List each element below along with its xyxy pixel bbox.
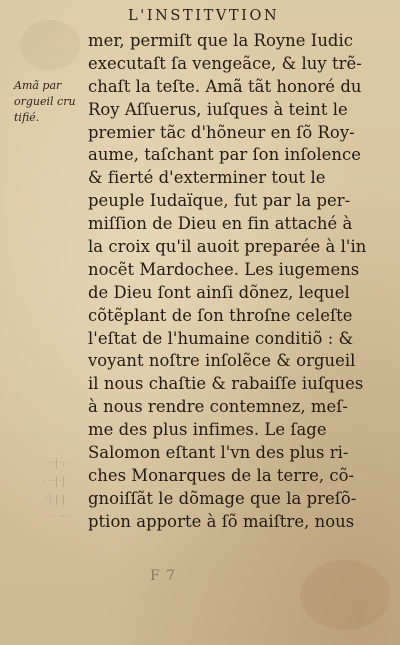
marginal-note-line: tifié. [14, 111, 40, 124]
paper-stain [20, 20, 80, 70]
marginal-note [14, 78, 84, 126]
show-through-line: ·|·|·|· [45, 494, 68, 505]
signature-mark: F 7 [150, 568, 177, 584]
text-line: Salomon eſtant l'vn des plus ri- [88, 443, 349, 463]
paper-stain [300, 560, 390, 630]
text-line: miſſion de Dieu en fin attaché à [88, 214, 353, 234]
text-line: ption apporte à ſõ maiſtre, nous [88, 511, 355, 531]
marginal-note-line: Amã par [14, 79, 62, 92]
show-through-line: ··· · [52, 512, 68, 523]
text-line: de Dieu ſont ainſi dõnez, lequel [88, 282, 350, 302]
text-line: il nous chaſtie & rabaiſſe iuſques [88, 374, 364, 394]
text-line: cõtẽplant de ſon throſne celeſte [88, 305, 353, 325]
text-line: l'eſtat de l'humaine conditiõ : & [88, 328, 354, 348]
text-line: aume, taſchant par ſon inſolence [88, 145, 361, 165]
text-line: chaſt la teſte. Amã tãt honoré du [88, 76, 362, 96]
show-through-marks [8, 455, 68, 527]
text-line: mer, permiſt que la Royne Iudic [88, 31, 353, 50]
text-line: nocẽt Mardochee. Les iugemens [88, 259, 360, 279]
text-line: executaſt ſa vengeãce, & luy trẽ- [88, 53, 362, 73]
marginal-note-line: orgueil cru [14, 95, 76, 108]
show-through-line: ·|·|·· · [42, 476, 68, 487]
text-line: ches Monarques de la terre, cõ- [88, 465, 355, 485]
text-line: voyant noſtre inſolẽce & orgueil [88, 351, 356, 371]
text-line: me des plus infimes. Le ſage [88, 420, 327, 440]
text-line: gnoiſſãt le dõmage que la preſõ- [88, 488, 357, 508]
running-header: L'INSTITVTION [128, 8, 280, 24]
text-line: à nous rendre contemnez, meſ- [88, 397, 348, 417]
show-through-line: ·:·|·· [48, 458, 68, 469]
body-text [88, 30, 378, 534]
text-line: la croix qu'il auoit preparée à l'in [88, 237, 367, 257]
text-line: & fierté d'exterminer tout le [88, 168, 326, 188]
text-line: Roy Aſſuerus, iuſques à teint le [88, 99, 348, 119]
text-line: premier tãc d'hõneur en ſõ Roy- [88, 122, 355, 142]
text-line: peuple Iudaïque, fut par la per- [88, 191, 351, 211]
